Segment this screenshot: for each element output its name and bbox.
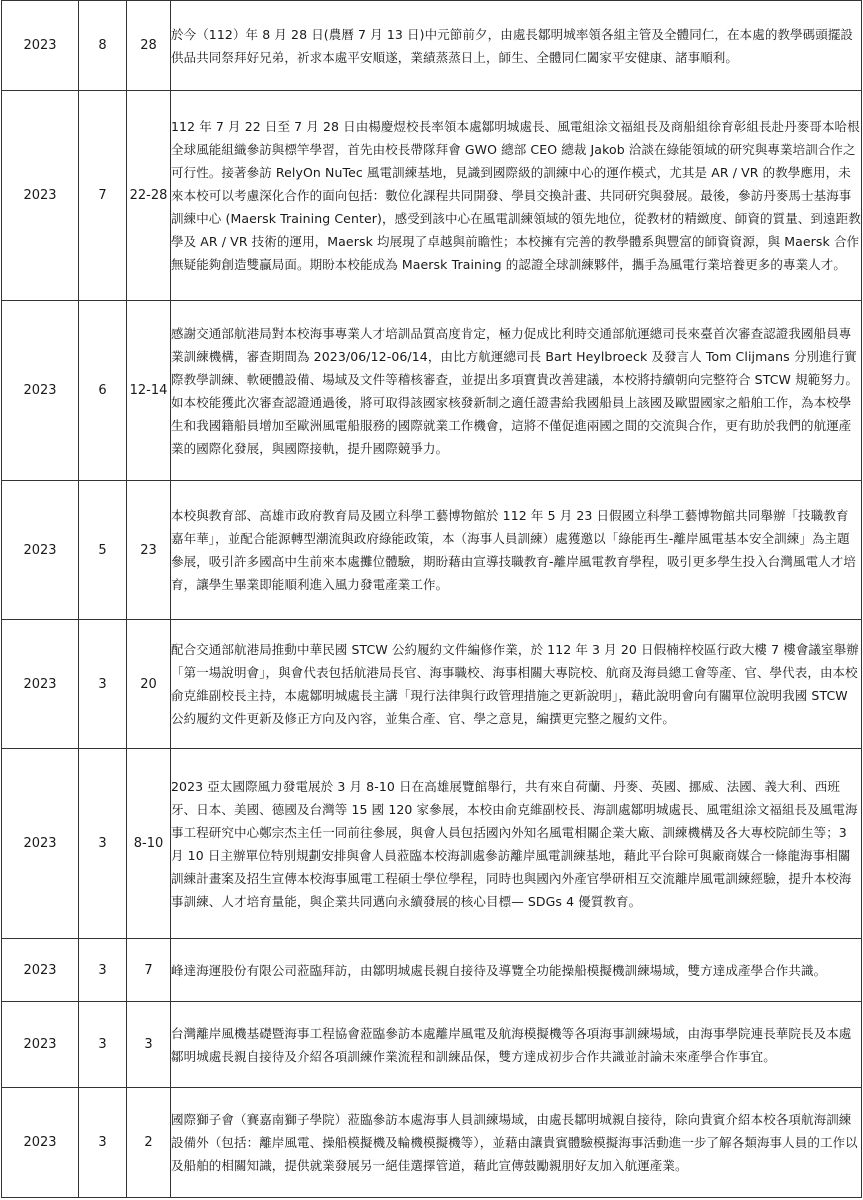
table-row	[2, 1, 862, 91]
table-row	[2, 749, 862, 939]
day-cell: 28	[127, 1, 171, 91]
day-cell: 12-14	[127, 301, 171, 481]
table-row	[2, 481, 862, 620]
description-cell: 於今（112）年 8 月 28 日(農曆 7 月 13 日)中元節前夕，由處長鄒明城率領各組主管及全體同仁，在本處的教學碼頭擺設供品共同祭拜好兄弟，祈求本處平安順遂，業績蒸蒸日上，師生、全體同仁闔家平安健康、諸事順利。	[171, 1, 862, 91]
description-cell: 2023 亞太國際風力發電展於 3 月 8-10 日在高雄展覽館舉行，共有來自荷蘭、丹麥、英國、挪威、法國、義大利、西班牙、日本、美國、德國及台灣等 15 國 120 家參展，本校由俞克維副校長、海訓處鄒明城處長、風電組涂文福組長及風電海事工程研究中心鄭宗杰主任一同前往參展，與會人員包括國內外知名風電相關企業大廠、訓練機構及各大專校院師生等；3 月 10 日主辦單位特別規劃安排與會人員蒞臨本校海訓處參訪離岸風電訓練基地，藉此平台除可與廠商媒合一條龍海事相關訓練計畫案及招生宣傳本校海事風電工程碩士學位學程，同時也與國內外產官學研相互交流離岸風電訓練經驗，提升本校海事訓練、人才培育量能，與企業共同邁向永續發展的核心目標— SDGs 4 優質教育。	[171, 749, 862, 939]
month-cell: 8	[79, 1, 127, 91]
day-cell: 22-28	[127, 91, 171, 301]
year-cell: 2023	[2, 481, 79, 620]
day-cell: 8-10	[127, 749, 171, 939]
year-cell: 2023	[2, 91, 79, 301]
day-cell: 23	[127, 481, 171, 620]
description-cell: 本校與教育部、高雄市政府教育局及國立科學工藝博物館於 112 年 5 月 23 日假國立科學工藝博物館共同舉辦「技職教育嘉年華」，並配合能源轉型潮流與政府綠能政策，本（海事人員訓練）處獲邀以「綠能再生-離岸風電基本安全訓練」為主題參展，吸引許多國高中生前來本處攤位體驗，期盼藉由宣導技職教育-離岸風電教育學程，吸引更多學生投入台灣風電人才培育，讓學生畢業即能順利進入風力發電產業工作。	[171, 481, 862, 620]
month-cell: 3	[79, 749, 127, 939]
description-cell: 感謝交通部航港局對本校海事專業人才培訓品質高度肯定，極力促成比利時交通部航運總司長來臺首次審查認證我國船員專業訓練機構，審查期間為 2023/06/12-06/14，由比方航運總司長 Bart Heylbroeck 及發言人 Tom Clijmans 分別進行實際教學訓練、軟硬體設備、場域及文件等稽核審查，並提出多項寶貴改善建議，本校將持續朝向完整符合 STCW 規範努力。如本校能獲此次審查認證通過後，將可取得該國家核發新制之適任證書給我國船員上該國及歐盟國家之船舶工作，為本校學生和我國籍船員增加至歐洲風電船服務的國際就業工作機會，這將不僅促進兩國之間的交流與合作，更有助於我們的航運產業的國際化發展，與國際接軌，提升國際競爭力。	[171, 301, 862, 481]
month-cell: 3	[79, 1002, 127, 1088]
month-cell: 3	[79, 620, 127, 749]
year-cell: 2023	[2, 939, 79, 1002]
table-row	[2, 939, 862, 1002]
table-row	[2, 301, 862, 481]
table-row	[2, 91, 862, 301]
day-cell: 20	[127, 620, 171, 749]
description-cell: 112 年 7 月 22 日至 7 月 28 日由楊慶煜校長率領本處鄒明城處長、風電組涂文福組長及商船組徐育彰組長赴丹麥哥本哈根全球風能組織參訪與標竿學習，首先由校長帶隊拜會 GWO 總部 CEO 總裁 Jakob 洽談在綠能領域的研究與專業培訓合作之可行性。接著參訪 RelyOn NuTec 風電訓練基地，見識到國際級的訓練中心的運作模式，尤其是 AR / VR 的教學應用，未來本校可以考慮深化合作的面向包括：數位化課程共同開發、學員交換計畫、共同研究與發展。最後，參訪丹麥馬士基海事訓練中心 (Maersk Training Center)，感受到該中心在風電訓練領域的領先地位，從教材的精緻度、師資的質量、到遠距教學及 AR / VR 技術的運用，Maersk 均展現了卓越與前瞻性；本校擁有完善的教學體系與豐富的師資資源，與 Maersk 合作無疑能夠創造雙贏局面。期盼本校能成為 Maersk Training 的認證全球訓練夥伴，攜手為風電行業培養更多的專業人才。	[171, 91, 862, 301]
year-cell: 2023	[2, 1002, 79, 1088]
year-cell: 2023	[2, 620, 79, 749]
year-cell: 2023	[2, 1, 79, 91]
table-row	[2, 1002, 862, 1088]
year-cell: 2023	[2, 1088, 79, 1198]
day-cell: 2	[127, 1088, 171, 1198]
description-cell: 峰達海運股份有限公司蒞臨拜訪，由鄒明城處長親自接待及導覽全功能操船模擬機訓練場域，雙方達成產學合作共識。	[171, 939, 862, 1002]
day-cell: 7	[127, 939, 171, 1002]
day-cell: 3	[127, 1002, 171, 1088]
month-cell: 6	[79, 301, 127, 481]
table-row	[2, 1088, 862, 1198]
month-cell: 3	[79, 939, 127, 1002]
year-cell: 2023	[2, 301, 79, 481]
activity-log-table	[1, 0, 862, 1198]
year-cell: 2023	[2, 749, 79, 939]
description-cell: 台灣離岸風機基礎暨海事工程協會蒞臨參訪本處離岸風電及航海模擬機等各項海事訓練場域，由海事學院連長華院長及本處鄒明城處長親自接待及介紹各項訓練作業流程和訓練品保，雙方達成初步合作共識並討論未來產學合作事宜。	[171, 1002, 862, 1088]
month-cell: 7	[79, 91, 127, 301]
description-cell: 國際獅子會（賽嘉南獅子學院）蒞臨參訪本處海事人員訓練場域，由處長鄒明城親自接待，除向貴賓介紹本校各項航海訓練設備外（包括：離岸風電、操船模擬機及輪機模擬機等），並藉由讓貴賓體驗模擬海事活動進一步了解各類海事人員的工作以及船舶的相關知識，提供就業發展另一絕佳選擇管道，藉此宣傳鼓勵親朋好友加入航運產業。	[171, 1088, 862, 1198]
month-cell: 5	[79, 481, 127, 620]
month-cell: 3	[79, 1088, 127, 1198]
table-row	[2, 620, 862, 749]
description-cell: 配合交通部航港局推動中華民國 STCW 公約履約文件編修作業，於 112 年 3 月 20 日假楠梓校區行政大樓 7 樓會議室舉辦「第一場說明會」，與會代表包括航港局長官、海事職校、海事相關大專院校、航商及海員總工會等產、官、學代表，由本校俞克維副校長主持，本處鄒明城處長主講「現行法律與行政管理措施之更新說明」，藉此說明會向有關單位說明我國 STCW 公約履約文件更新及修正方向及內容，並集合產、官、學之意見，編撰更完整之履約文件。	[171, 620, 862, 749]
